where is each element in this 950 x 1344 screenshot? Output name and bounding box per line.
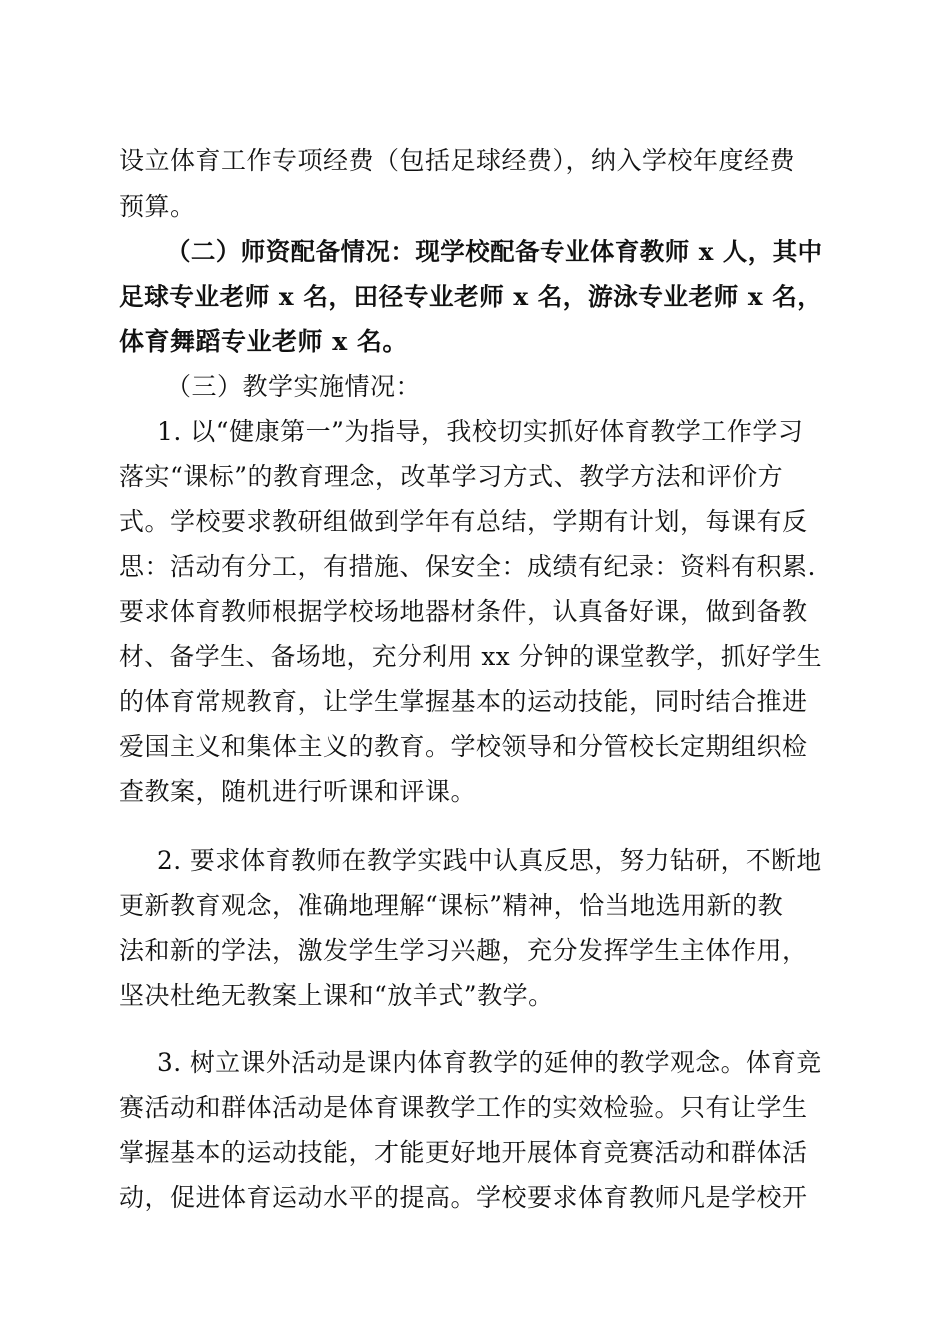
paragraph-1-start: 1. 以“健康第一”为指导，我校切实抓好体育教学工作学习 <box>157 417 804 446</box>
text-line: 法和新的学法，激发学生学习兴趣，充分发挥学生主体作用， <box>119 936 808 965</box>
text-line: 体育舞蹈专业老师 x 名。 <box>119 327 408 356</box>
paragraph-3-start: 3. 树立课外活动是课内体育教学的延伸的教学观念。体育竞 <box>157 1048 822 1077</box>
section-heading-2: （二）师资配备情况：现学校配备专业体育教师 x 人，其中 <box>166 237 823 266</box>
text-line: 足球专业老师 x 名，田径专业老师 x 名，游泳专业老师 x 名， <box>119 282 823 311</box>
text-line: 材、备学生、备场地，充分利用 xx 分钟的课堂教学，抓好学生 <box>119 642 823 671</box>
text-line: 的体育常规教育，让学生掌握基本的运动技能，同时结合推进 <box>119 687 808 716</box>
text-line: 落实“课标”的教育理念，改革学习方式、教学方法和评价方 <box>119 462 784 491</box>
text-line: 更新教育观念，准确地理解“课标”精神，恰当地选用新的教 <box>119 891 784 920</box>
paragraph-2-start: 2. 要求体育教师在教学实践中认真反思，努力钻研，不断地 <box>157 846 822 875</box>
text-line: 查教案，随机进行听课和评课。 <box>119 777 477 806</box>
text-line: 掌握基本的运动技能，才能更好地开展体育竞赛活动和群体活 <box>119 1138 808 1167</box>
text-line: 要求体育教师根据学校场地器材条件，认真备好课，做到备教 <box>119 597 808 626</box>
text-line: 爱国主义和集体主义的教育。学校领导和分管校长定期组织检 <box>119 732 808 761</box>
text-line: 设立体育工作专项经费（包括足球经费），纳入学校年度经费 <box>119 146 796 175</box>
text-line: 动，促进体育运动水平的提高。学校要求体育教师凡是学校开 <box>119 1183 808 1212</box>
text-line: 预算。 <box>119 192 196 221</box>
section-heading-3: （三）教学实施情况： <box>166 372 422 401</box>
text-line: 式。学校要求教研组做到学年有总结，学期有计划，每课有反 <box>119 507 808 536</box>
text-line: 赛活动和群体活动是体育课教学工作的实效检验。只有让学生 <box>119 1093 808 1122</box>
text-line: 坚决杜绝无教案上课和“放羊式”教学。 <box>119 981 554 1010</box>
text-line: 思：活动有分工，有措施、保安全：成绩有纪录：资料有积累. <box>119 552 816 581</box>
